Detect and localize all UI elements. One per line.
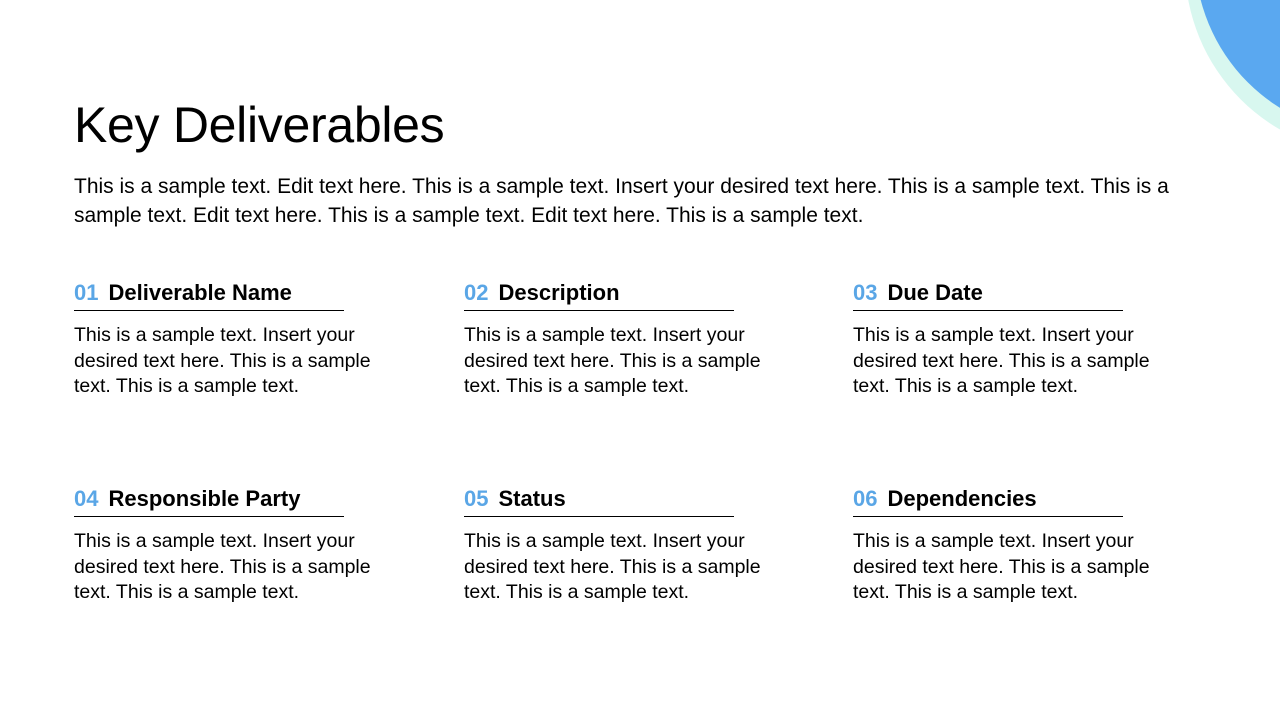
deliverables-grid [74, 280, 1174, 640]
card-title: Due Date [887, 280, 983, 305]
card-number: 06 [853, 486, 878, 511]
card-text: This is a sample text. Insert your desired text here. This is a sample text. This is a sample text. [464, 324, 761, 397]
card-title: Deliverable Name [108, 280, 292, 305]
card-heading [74, 280, 344, 311]
card-text: This is a sample text. Insert your desired text here. This is a sample text. This is a sample text. [464, 530, 761, 603]
card-number: 02 [464, 280, 489, 305]
deliverable-card [464, 280, 794, 400]
corner-decoration [1080, 0, 1280, 170]
deliverable-card [74, 486, 404, 606]
card-number: 04 [74, 486, 99, 511]
card-text: This is a sample text. Insert your desired text here. This is a sample text. This is a sample text. [74, 530, 371, 603]
intro-paragraph: This is a sample text. Edit text here. This is a sample text. Insert your desired text here. This is a sample text. This is a sample text. Edit text here. This is a sample text. Edit text here. This is a sample text. [74, 175, 1169, 227]
deliverable-card [74, 280, 404, 400]
slide-title: Key Deliverables [74, 97, 445, 153]
deliverable-card [853, 280, 1183, 400]
card-text: This is a sample text. Insert your desired text here. This is a sample text. This is a sample text. [853, 530, 1150, 603]
card-number: 03 [853, 280, 878, 305]
card-title: Description [498, 280, 620, 305]
card-heading [464, 280, 734, 311]
card-number: 05 [464, 486, 489, 511]
deliverable-card [464, 486, 794, 606]
card-number: 01 [74, 280, 99, 305]
card-heading [74, 486, 344, 517]
card-text: This is a sample text. Insert your desired text here. This is a sample text. This is a sample text. [853, 324, 1150, 397]
card-heading [464, 486, 734, 517]
card-title: Status [498, 486, 566, 511]
deliverable-card [853, 486, 1183, 606]
corner-circles-graphic [1080, 0, 1280, 170]
card-text: This is a sample text. Insert your desired text here. This is a sample text. This is a sample text. [74, 324, 371, 397]
card-heading [853, 280, 1123, 311]
card-heading [853, 486, 1123, 517]
card-title: Responsible Party [108, 486, 301, 511]
card-title: Dependencies [887, 486, 1037, 511]
